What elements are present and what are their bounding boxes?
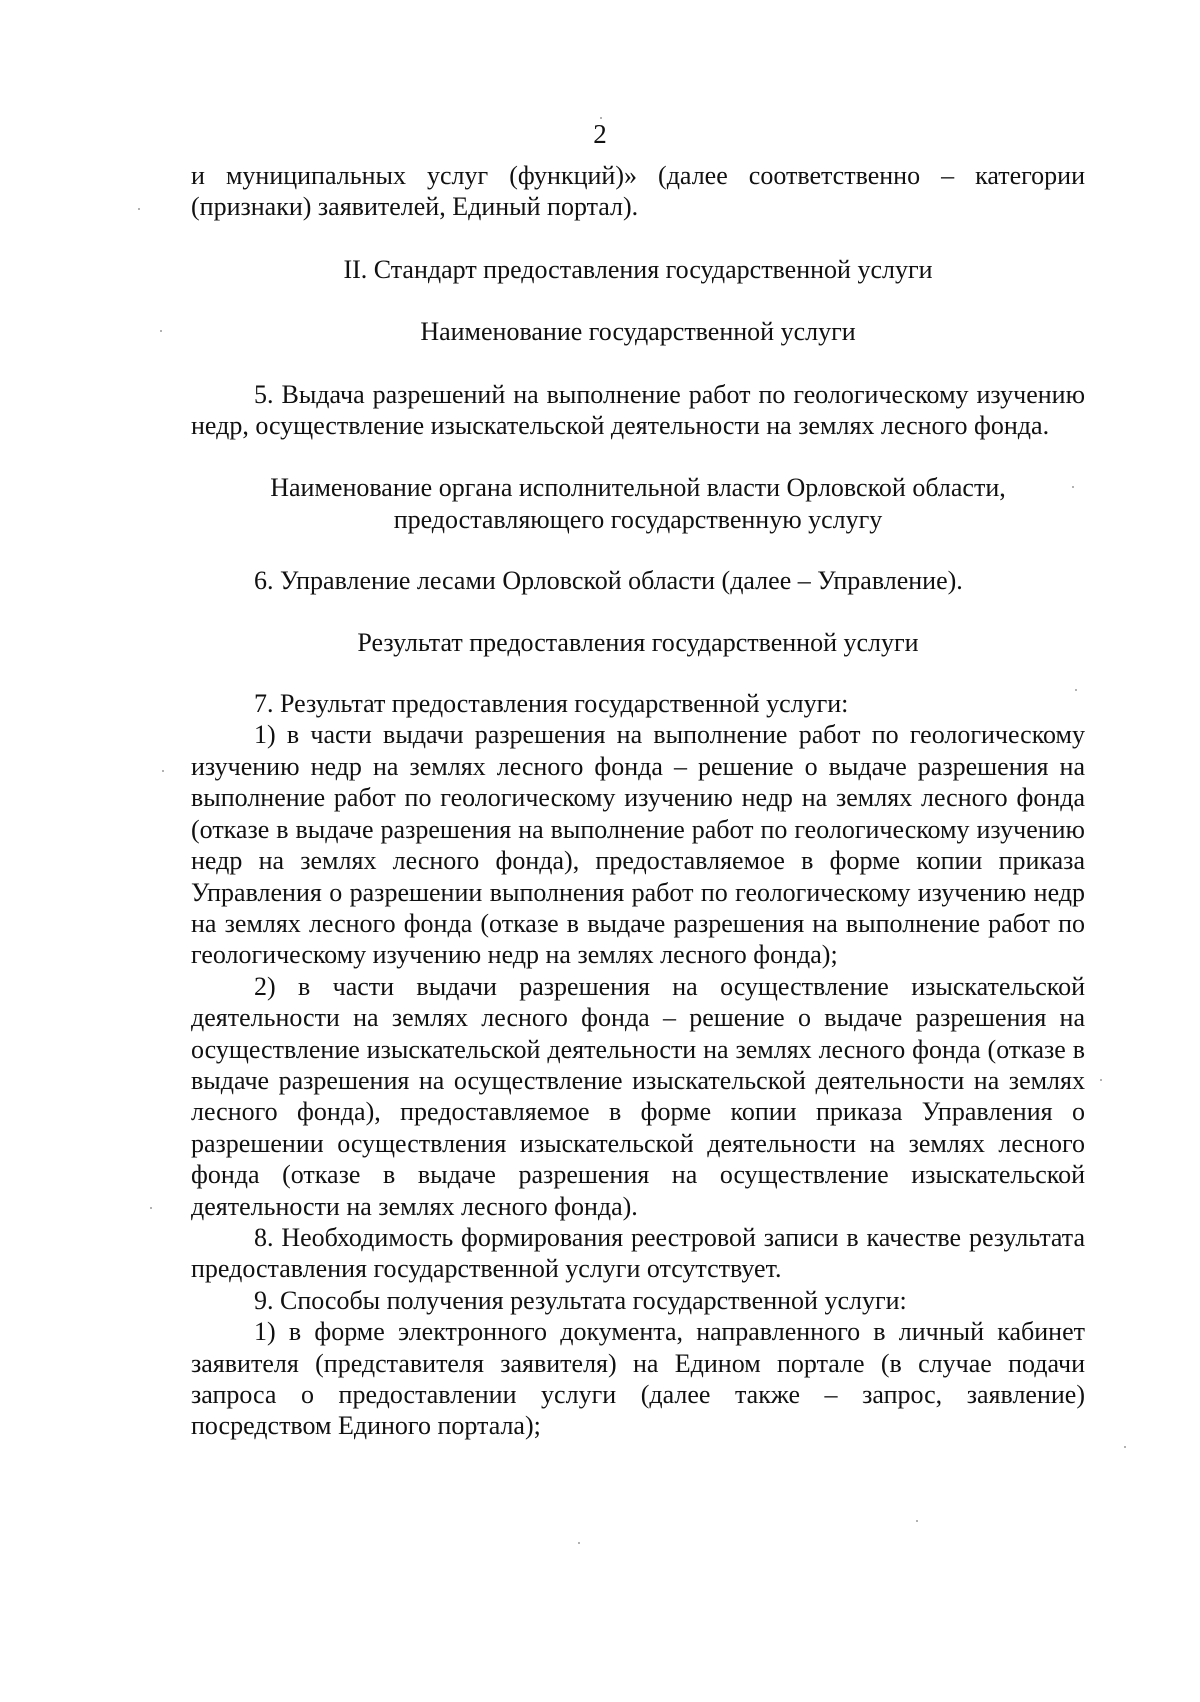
subtitle-organ-line-1: Наименование органа исполнительной власти Орловской области, [270, 473, 1006, 503]
scan-speck [1100, 1079, 1102, 1081]
paragraph-8: 8. Необходимость формирования реестровой записи в качестве результата предоставления государственной услуги отсутствует. [191, 1222, 1085, 1284]
section-title: II. Стандарт предоставления государственной услуги [343, 254, 933, 284]
page-number: 2 [593, 119, 607, 149]
scan-speck [138, 208, 140, 210]
paragraph-9-item-1: 1) в форме электронного документа, направленного в личный кабинет заявителя (представителя заявителя) на Едином портале (в случае подачи запроса о предоставлении услуги (далее также – запрос, заявление) посредством Единого портала); [191, 1317, 1085, 1441]
paragraph-7-item-2: 2) в части выдачи разрешения на осуществление изыскательской деятельности на землях лесного фонда – решение о выдаче разрешения на осуществление изыскательской деятельности на землях лесного фонда (отказе в выдаче разрешения на осуществление изыскательской деятельности на землях лесного фонда), предоставляемое в форме копии приказа Управления о разрешении осуществления изыскательской деятельности на землях лесного фонда (отказе в выдаче разрешения на осуществление изыскательской деятельности на землях лесного фонда). [191, 971, 1085, 1221]
scan-speck [162, 770, 164, 772]
scan-speck [1072, 486, 1074, 488]
scan-speck [160, 330, 162, 332]
paragraph-5: 5. Выдача разрешений на выполнение работ по геологическому изучению недр, осуществление изыскательской деятельности на землях лесного фонда. [191, 379, 1085, 441]
scan-speck [600, 117, 602, 119]
scan-speck [1124, 1446, 1126, 1448]
paragraph-7: 7. Результат предоставления государственной услуги: [254, 689, 849, 719]
scan-speck [150, 1207, 152, 1209]
scan-speck [916, 1520, 918, 1522]
subtitle-result: Результат предоставления государственной услуги [357, 627, 919, 657]
scan-speck [1075, 689, 1077, 691]
paragraph-9: 9. Способы получения результата государственной услуги: [254, 1285, 907, 1315]
scan-speck [578, 1542, 580, 1544]
subtitle-service-name: Наименование государственной услуги [420, 317, 856, 347]
paragraph-6: 6. Управление лесами Орловской области (далее – Управление). [254, 566, 963, 596]
subtitle-organ-line-2: предоставляющего государственную услугу [393, 504, 883, 534]
document-body [191, 160, 1085, 1442]
intro-paragraph: и муниципальных услуг (функций)» (далее соответственно – категории (признаки) заявителей, Единый портал). [191, 161, 1085, 222]
paragraph-7-item-1: 1) в части выдачи разрешения на выполнение работ по геологическому изучению недр на землях лесного фонда – решение о выдаче разрешения на выполнение работ по геологическому изучению недр на землях лесного фонда (отказе в выдаче разрешения на выполнение работ по геологическому изучению недр на землях лесного фонда), предоставляемое в форме копии приказа Управления о разрешении выполнения работ по геологическому изучению недр на землях лесного фонда (отказе в выдаче разрешения на выполнение работ по геологическому изучению недр на землях лесного фонда); [191, 720, 1085, 970]
